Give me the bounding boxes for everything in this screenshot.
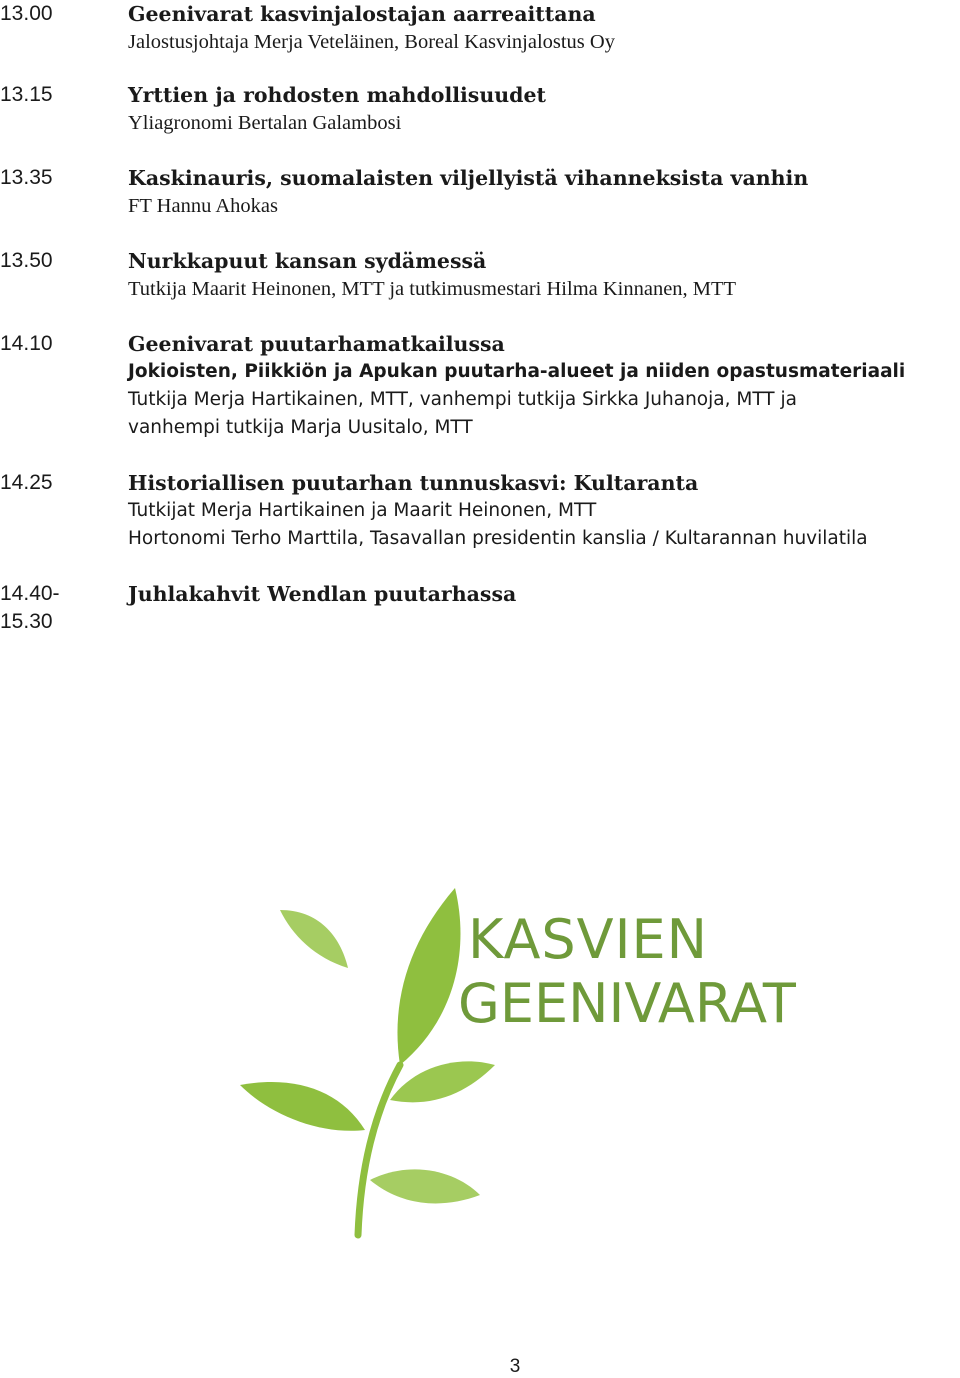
leaf-icon bbox=[240, 888, 495, 1235]
agenda-speaker: FT Hannu Ahokas bbox=[128, 195, 278, 217]
agenda-time: 14.25 bbox=[0, 471, 53, 494]
agenda-time: 13.15 bbox=[0, 83, 53, 106]
logo-line-2: GEENIVARAT bbox=[458, 972, 796, 1035]
agenda-speaker: Jalostusjohtaja Merja Veteläinen, Boreal Kasvinjalostus Oy bbox=[128, 31, 615, 53]
agenda-speaker: vanhempi tutkija Marja Uusitalo, MTT bbox=[128, 417, 473, 438]
agenda-title: Geenivarat kasvinjalostajan aarreaittana bbox=[128, 2, 596, 26]
agenda-title: Historiallisen puutarhan tunnuskasvi: Kultaranta bbox=[128, 471, 699, 495]
agenda-title: Juhlakahvit Wendlan puutarhassa bbox=[128, 582, 517, 606]
agenda-speaker: Tutkija Merja Hartikainen, MTT, vanhempi tutkija Sirkka Juhanoja, MTT ja bbox=[128, 389, 797, 410]
page-number: 3 bbox=[509, 1356, 521, 1377]
agenda-time: 13.00 bbox=[0, 2, 53, 25]
agenda-speaker: Hortonomi Terho Marttila, Tasavallan presidentin kanslia / Kultarannan huvilatila bbox=[128, 528, 868, 549]
agenda-subtitle: Jokioisten, Piikkiön ja Apukan puutarha-alueet ja niiden opastusmateriaali bbox=[128, 361, 906, 382]
agenda-speaker: Tutkijat Merja Hartikainen ja Maarit Heinonen, MTT bbox=[128, 500, 597, 521]
agenda-content bbox=[128, 0, 958, 56]
agenda-title: Nurkkapuut kansan sydämessä bbox=[128, 249, 487, 273]
agenda-speaker: Tutkija Maarit Heinonen, MTT ja tutkimusmestari Hilma Kinnanen, MTT bbox=[128, 278, 737, 300]
agenda-title: Kaskinauris, suomalaisten viljellyistä vihanneksista vanhin bbox=[128, 166, 809, 190]
agenda-content bbox=[128, 330, 958, 442]
agenda-title: Geenivarat puutarhamatkailussa bbox=[128, 332, 505, 356]
agenda-time: 13.35 bbox=[0, 166, 53, 189]
agenda-content bbox=[128, 580, 958, 608]
agenda-title: Yrttien ja rohdosten mahdollisuudet bbox=[128, 83, 547, 107]
logo-line-1: KASVIEN bbox=[468, 908, 709, 971]
agenda-content bbox=[128, 247, 958, 303]
agenda-time: 14.40- 15.30 bbox=[0, 582, 60, 633]
agenda-content bbox=[128, 164, 958, 220]
agenda-time: 14.10 bbox=[0, 332, 53, 355]
kasvien-geenivarat-logo bbox=[240, 880, 796, 1240]
agenda-content bbox=[128, 469, 958, 553]
agenda-speaker: Yliagronomi Bertalan Galambosi bbox=[128, 112, 402, 134]
agenda-time: 13.50 bbox=[0, 249, 53, 272]
agenda-content bbox=[128, 81, 958, 137]
